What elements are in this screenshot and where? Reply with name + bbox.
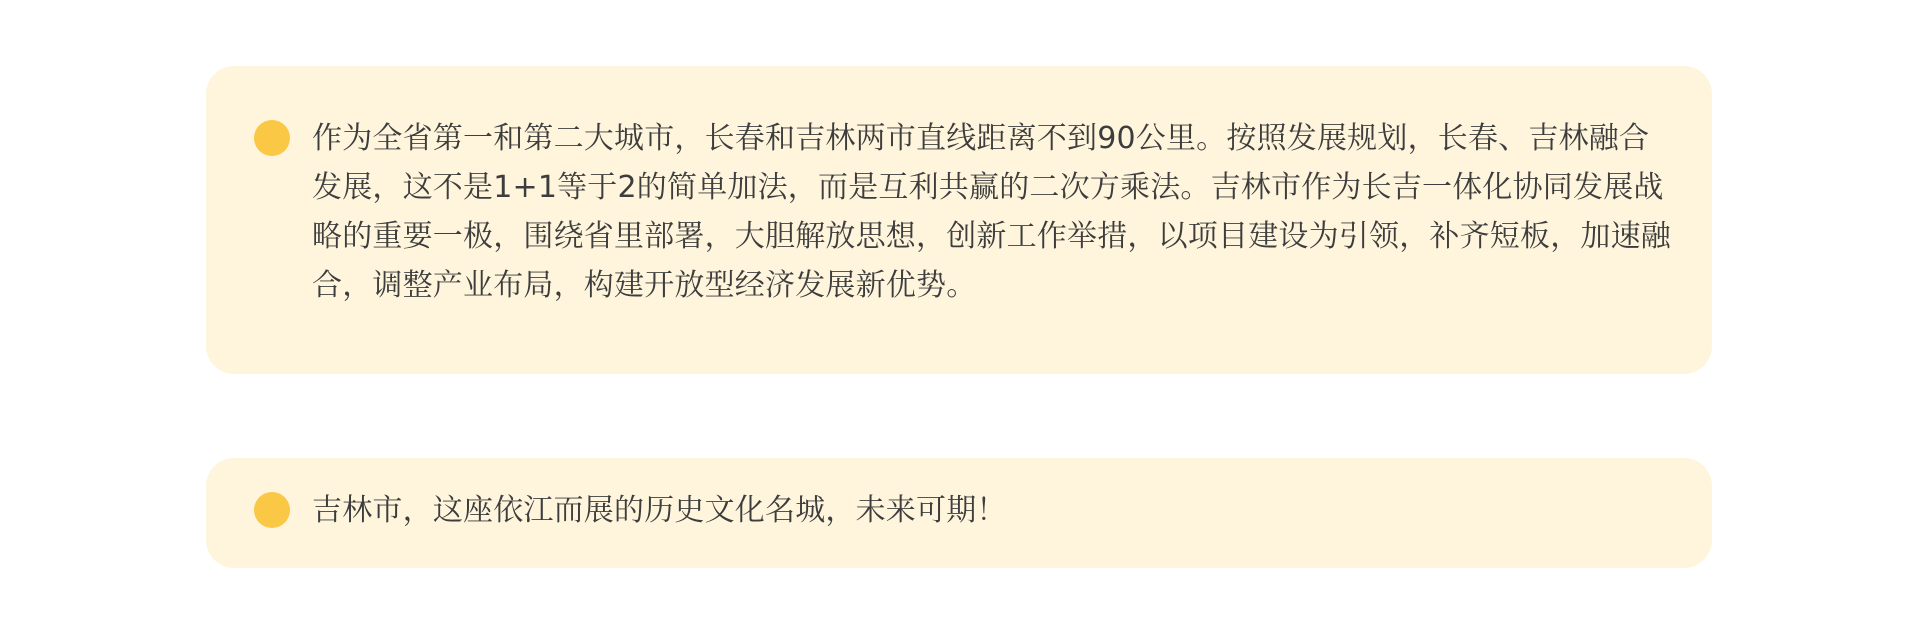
info-card-summary <box>206 458 1712 568</box>
card-paragraph: 吉林市，这座依江而展的历史文化名城，未来可期！ <box>312 493 1007 528</box>
card-paragraph: 作为全省第一和第二大城市，长春和吉林两市直线距离不到90公里。按照发展规划，长春、吉林融合发展，这不是1+1等于2的简单加法，而是互利共赢的二次方乘法。吉林市作为长吉一体化协同发展战略的重要一极，围绕省里部署，大胆解放思想，创新工作举措，以项目建设为引领，补齐短板，加速融合，调整产业布局，构建开放型经济发展新优势。 <box>312 121 1671 303</box>
info-card-integration <box>206 66 1712 374</box>
bullet-dot-icon <box>254 120 290 156</box>
bullet-dot-icon <box>254 492 290 528</box>
